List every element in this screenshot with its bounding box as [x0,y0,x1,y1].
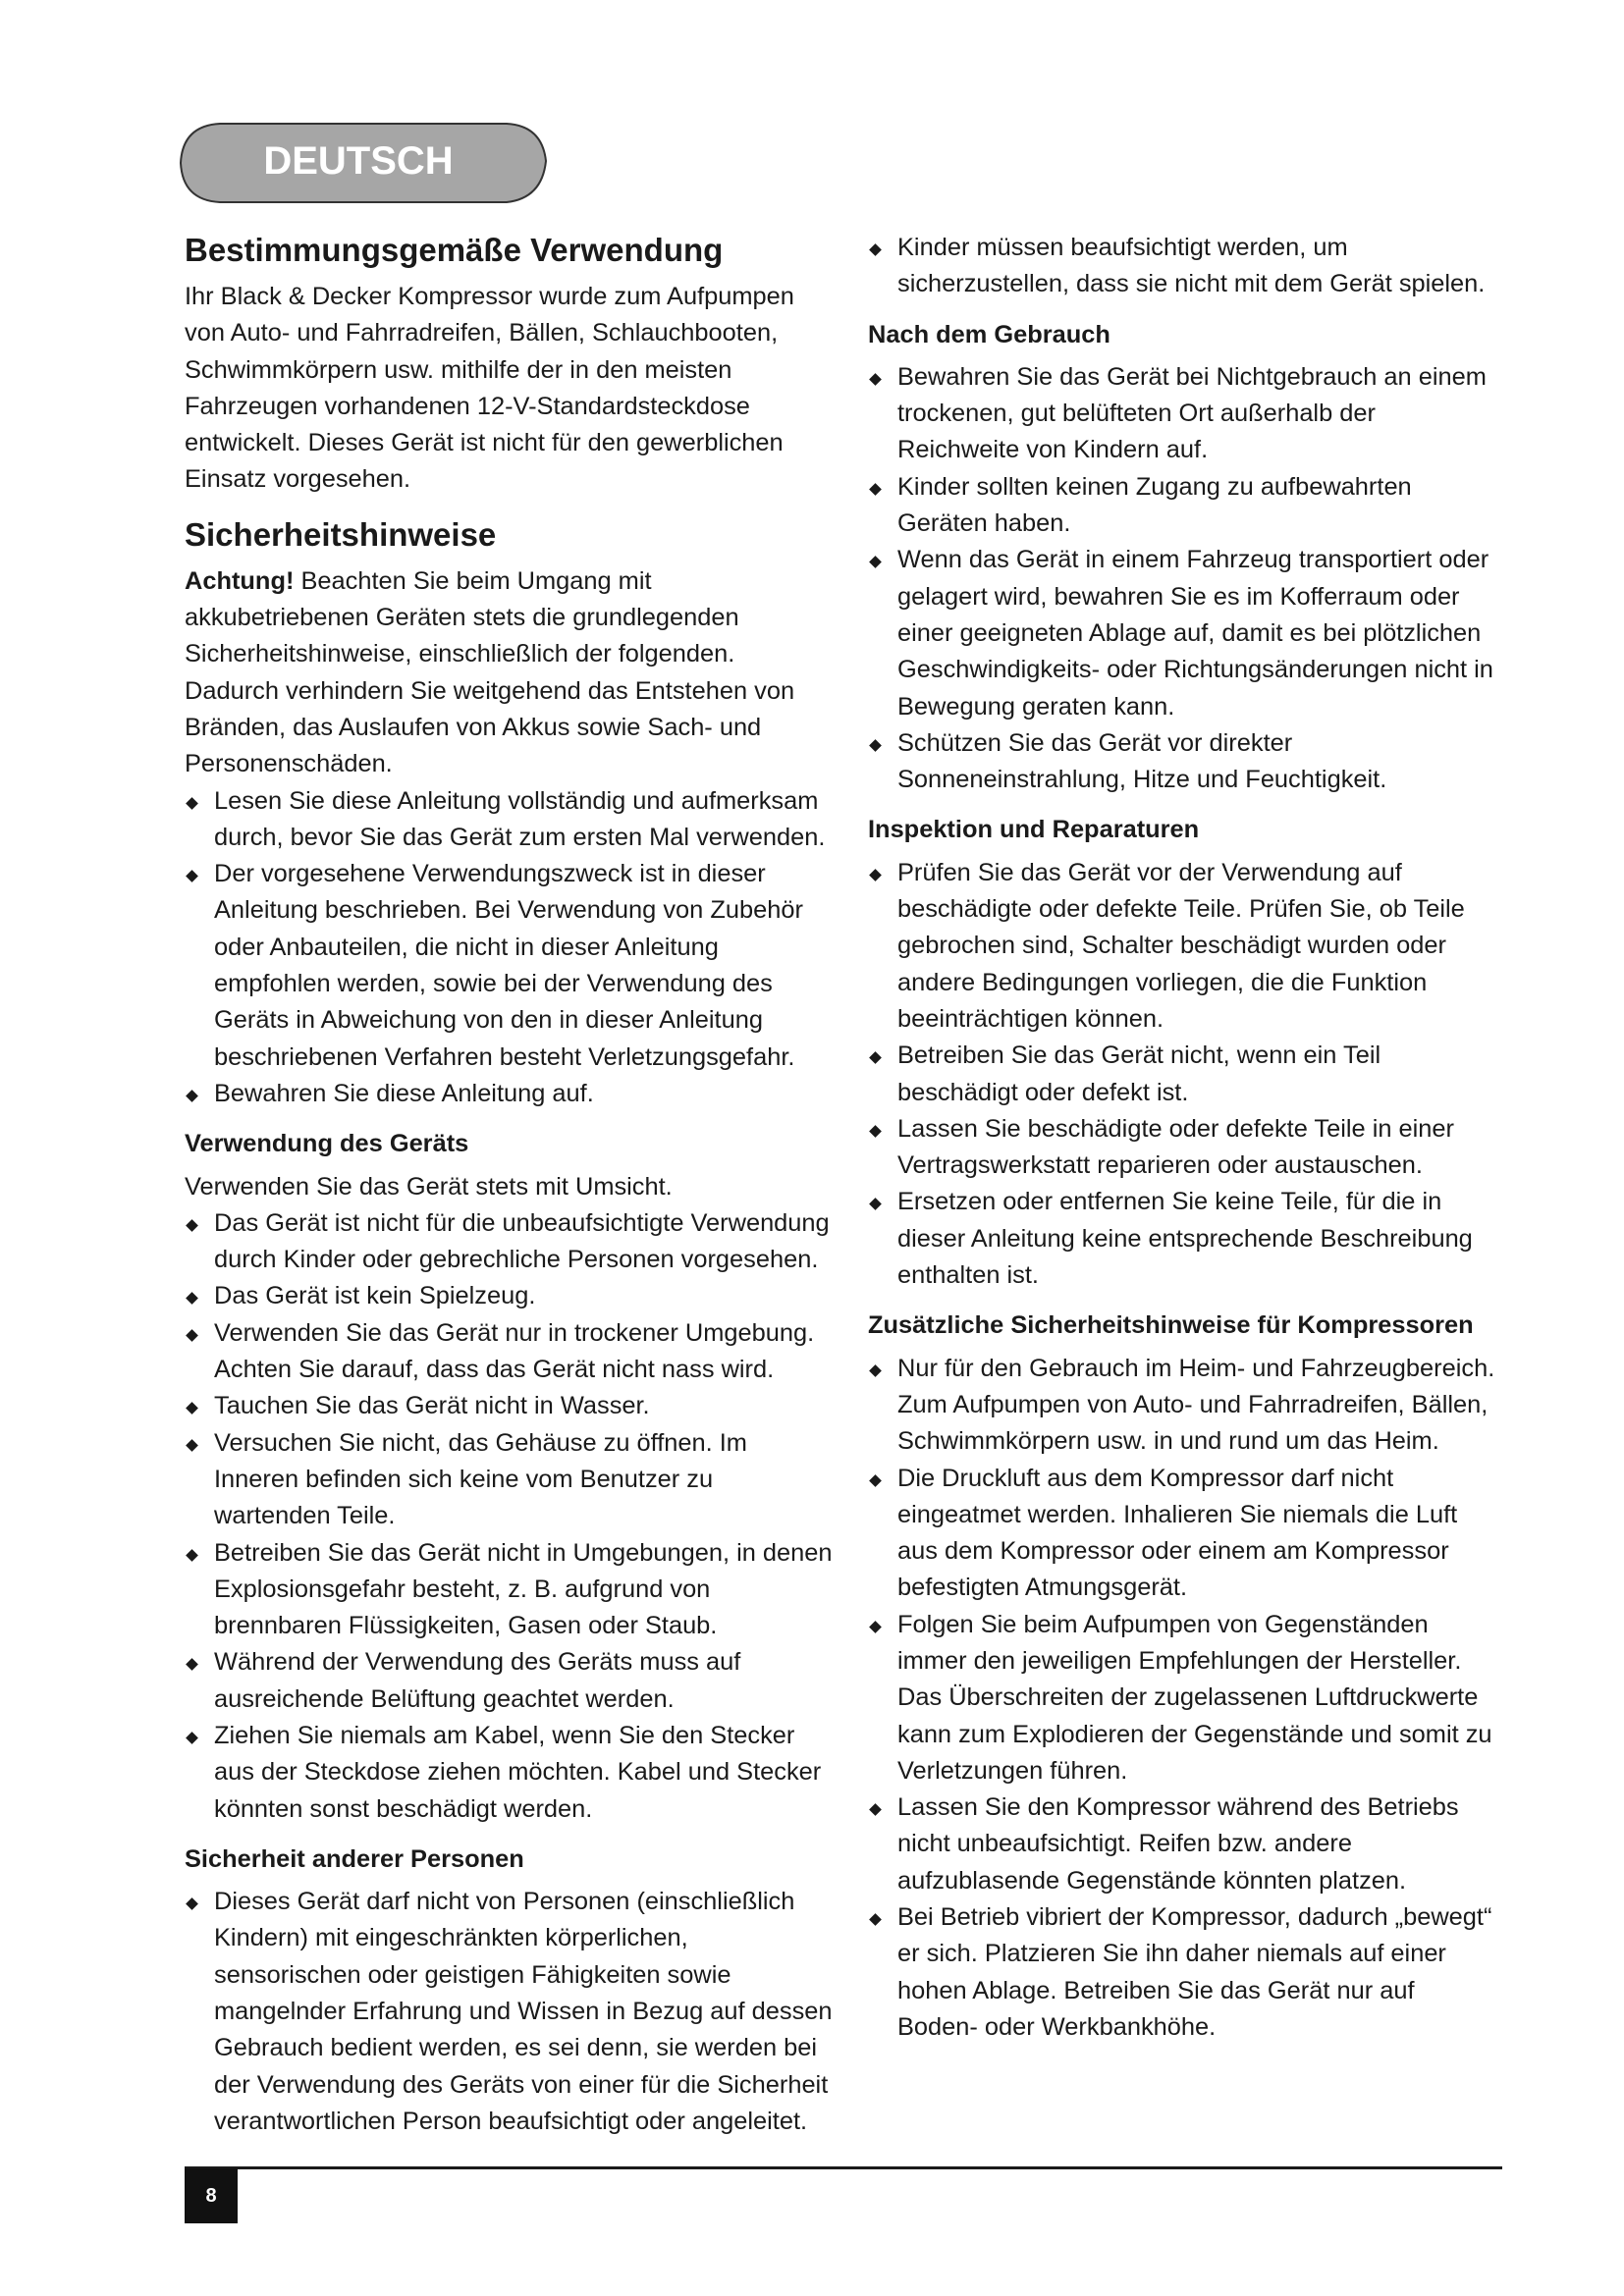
inspection-bullet-list [868,855,1496,1295]
bullet-item [185,1535,833,1645]
language-label: DEUTSCH [263,138,454,183]
diamond-bullet-icon [869,1621,882,1633]
diamond-bullet-icon [186,1090,198,1102]
right-column [868,230,1496,2046]
diamond-bullet-icon [186,1659,198,1672]
diamond-bullet-icon [186,1732,198,1744]
bullet-item [185,1884,833,2140]
bullet-text: Ziehen Sie niemals am Kabel, wenn Sie den Stecker aus der Steckdose ziehen möchten. Kabel und Stecker könnten sonst beschädigt werden. [214,1721,822,1823]
diamond-bullet-icon [869,739,882,752]
intended-use-text: Ihr Black & Decker Kompressor wurde zum Aufpumpen von Auto- und Fahrradreifen, Bällen, Schlauchbooten, Schwimmkörpern usw. mithilfe der in den meisten Fahrzeugen vorhandenen 12-V-Standardsteckdose entwickelt. Dieses Gerät ist nicht für den gewerblichen Einsatz vorgesehen. [185,283,794,494]
bullet-text: Tauchen Sie das Gerät nicht in Wasser. [214,1392,650,1420]
warning-text: Beachten Sie beim Umgang mit akkubetriebenen Geräten stets die grundlegenden Sicherheitshinweise, einschließlich der folgenden. Dadurch verhindern Sie weitgehend das Entstehen von Bränden, das Auslaufen von Akkus sowie Sach- und Personenschäden. [185,566,795,778]
bullet-item [185,1425,833,1535]
diamond-bullet-icon [186,1897,198,1910]
bullet-text: Betreiben Sie das Gerät nicht in Umgebungen, in denen Explosionsgefahr besteht, z. B. aufgrund von brennbaren Flüssigkeiten, Gasen oder Staub. [214,1538,833,1640]
left-column [185,230,833,2140]
children-bullet-list [868,230,1496,303]
bullet-item [185,856,833,1076]
diamond-bullet-icon [186,1402,198,1415]
bullet-item [185,1315,833,1389]
diamond-bullet-icon [869,1803,882,1816]
bullet-text: Kinder sollten keinen Zugang zu aufbewahrten Geräten haben. [897,472,1412,538]
bullet-text: Lesen Sie diese Anleitung vollständig und aufmerksam durch, bevor Sie das Gerät zum ersten Mal verwenden. [214,786,826,851]
safety-heading: Sicherheitshinweise [185,515,497,553]
safety-bullet-list [185,783,833,1113]
bullet-item [868,725,1496,799]
footer-rule [185,2166,1502,2169]
bullet-item [868,855,1496,1038]
bullet-text: Ersetzen oder entfernen Sie keine Teile, für die in dieser Anleitung keine entsprechende Beschreibung enthalten ist. [897,1188,1473,1290]
bullet-text: Lassen Sie beschädigte oder defekte Teile in einer Vertragswerkstatt reparieren oder austauschen. [897,1114,1454,1180]
diamond-bullet-icon [869,1913,882,1926]
bullet-item [868,1461,1496,1607]
bullet-item [868,1899,1496,2046]
bullet-item [868,230,1496,303]
bullet-text: Versuchen Sie nicht, das Gehäuse zu öffnen. Im Inneren befinden sich keine vom Benutzer zu wartenden Teile. [214,1428,747,1530]
bullet-item [868,359,1496,469]
diamond-bullet-icon [186,1293,198,1306]
inspection-heading: Inspektion und Reparaturen [868,816,1200,844]
warning-paragraph [185,563,833,783]
usage-intro: Verwenden Sie das Gerät stets mit Umsicht. [185,1172,673,1201]
bullet-item [868,469,1496,543]
bullet-item [185,1076,833,1112]
bullet-item [185,783,833,857]
diamond-bullet-icon [869,483,882,496]
bullet-text: Bei Betrieb vibriert der Kompressor, dadurch „bewegt“ er sich. Platzieren Sie ihn daher niemals auf einer hohen Ablage. Betreiben Sie das Gerät nur auf Boden- oder Werkbankhöhe. [897,1903,1492,2041]
compressor-heading: Zusätzliche Sicherheitshinweise für Kompressoren [868,1311,1474,1340]
bullet-item [185,1644,833,1718]
bullet-item [185,1278,833,1314]
bullet-text: Lassen Sie den Kompressor während des Betriebs nicht unbeaufsichtigt. Reifen bzw. andere aufzublasende Gegenstände könnten platzen. [897,1793,1459,1895]
bullet-text: Bewahren Sie das Gerät bei Nichtgebrauch an einem trockenen, gut belüfteten Ort außerhalb der Reichweite von Kindern auf. [897,362,1487,464]
language-tab [177,120,550,208]
diamond-bullet-icon [186,870,198,882]
diamond-bullet-icon [869,869,882,881]
diamond-bullet-icon [869,1199,882,1211]
diamond-bullet-icon [869,1051,882,1064]
bullet-text: Kinder müssen beaufsichtigt werden, um sicherzustellen, dass sie nicht mit dem Gerät spielen. [897,234,1486,298]
bullet-text: Schützen Sie das Gerät vor direkter Sonneneinstrahlung, Hitze und Feuchtigkeit. [897,728,1387,794]
diamond-bullet-icon [869,1474,882,1487]
bullet-item [868,542,1496,724]
bullet-item [868,1184,1496,1294]
diamond-bullet-icon [869,373,882,386]
compressor-bullet-list [868,1351,1496,2047]
bullet-item [868,1038,1496,1111]
diamond-bullet-icon [869,243,882,256]
bullet-text: Das Gerät ist kein Spielzeug. [214,1282,536,1310]
others-bullet-list [185,1884,833,2140]
bullet-item [868,1789,1496,1899]
page-number: 8 [185,2168,238,2223]
bullet-text: Prüfen Sie das Gerät vor der Verwendung auf beschädigte oder defekte Teile. Prüfen Sie, ob Teile gebrochen sind, Schalter beschädigt wurden oder andere Bedingungen vorliegen, die die Funktion beeinträchtigen können. [897,858,1465,1033]
bullet-item [868,1111,1496,1185]
diamond-bullet-icon [186,1219,198,1232]
bullet-text: Nur für den Gebrauch im Heim- und Fahrzeugbereich. Zum Aufpumpen von Auto- und Fahrradreifen, Bällen, Schwimmkörpern usw. in und rund um das Heim. [897,1354,1495,1456]
after-use-heading: Nach dem Gebrauch [868,320,1110,348]
warning-label: Achtung! [185,566,295,595]
intended-use-heading: Bestimmungsgemäße Verwendung [185,232,724,268]
bullet-text: Bewahren Sie diese Anleitung auf. [214,1079,594,1107]
bullet-item [185,1205,833,1279]
diamond-bullet-icon [186,797,198,810]
bullet-text: Die Druckluft aus dem Kompressor darf nicht eingeatmet werden. Inhalieren Sie niemals die Luft aus dem Kompressor oder einem am Kompressor befestigten Atmungsgerät. [897,1464,1458,1602]
bullet-text: Das Gerät ist nicht für die unbeaufsichtigte Verwendung durch Kinder oder gebrechliche Personen vorgesehen. [214,1208,830,1274]
bullet-item [185,1388,833,1424]
bullet-text: Während der Verwendung des Geräts muss auf ausreichende Belüftung geachtet werden. [214,1648,741,1713]
diamond-bullet-icon [186,1439,198,1452]
others-heading: Sicherheit anderer Personen [185,1844,524,1873]
diamond-bullet-icon [869,1364,882,1377]
diamond-bullet-icon [869,557,882,569]
usage-heading: Verwendung des Geräts [185,1130,469,1158]
bullet-text: Wenn das Gerät in einem Fahrzeug transportiert oder gelagert wird, bewahren Sie es im Kofferraum oder einer geeigneten Ablage auf, damit es bei plötzlichen Geschwindigkeits- oder Richtungsänderungen nicht in Bewegung geraten kann. [897,546,1493,721]
diamond-bullet-icon [186,1329,198,1342]
diamond-bullet-icon [186,1549,198,1562]
bullet-item [868,1351,1496,1461]
bullet-text: Betreiben Sie das Gerät nicht, wenn ein Teil beschädigt oder defekt ist. [897,1041,1381,1106]
bullet-item [185,1718,833,1828]
diamond-bullet-icon [869,1125,882,1138]
bullet-text: Folgen Sie beim Aufpumpen von Gegenständen immer den jeweiligen Empfehlungen der Hersteller. Das Überschreiten der zugelassenen Luftdruckwerte kann zum Explodieren der Gegenstände und somit zu Verletzungen führen. [897,1610,1492,1785]
bullet-text: Der vorgesehene Verwendungszweck ist in dieser Anleitung beschrieben. Bei Verwendung von Zubehör oder Anbauteilen, die nicht in dieser Anleitung empfohlen werden, sowie bei der Verwendung des Geräts in Abweichung von den in dieser Anleitung beschriebenen Verfahren besteht Verletzungsgefahr. [214,860,803,1071]
after-use-bullet-list [868,359,1496,799]
bullet-text: Verwenden Sie das Gerät nur in trockener Umgebung. Achten Sie darauf, dass das Gerät nicht nass wird. [214,1318,815,1384]
bullet-text: Dieses Gerät darf nicht von Personen (einschließlich Kindern) mit eingeschränkten körperlichen, sensorischen oder geistigen Fähigkeiten sowie mangelnder Erfahrung und Wissen in Bezug auf dessen Gebrauch bedient werden, es sei denn, sie werden bei der Verwendung des Geräts von einer für die Sicherheit verantwortlichen Person beaufsichtigt oder angeleitet. [214,1888,833,2135]
bullet-item [868,1607,1496,1789]
usage-bullet-list [185,1205,833,1828]
